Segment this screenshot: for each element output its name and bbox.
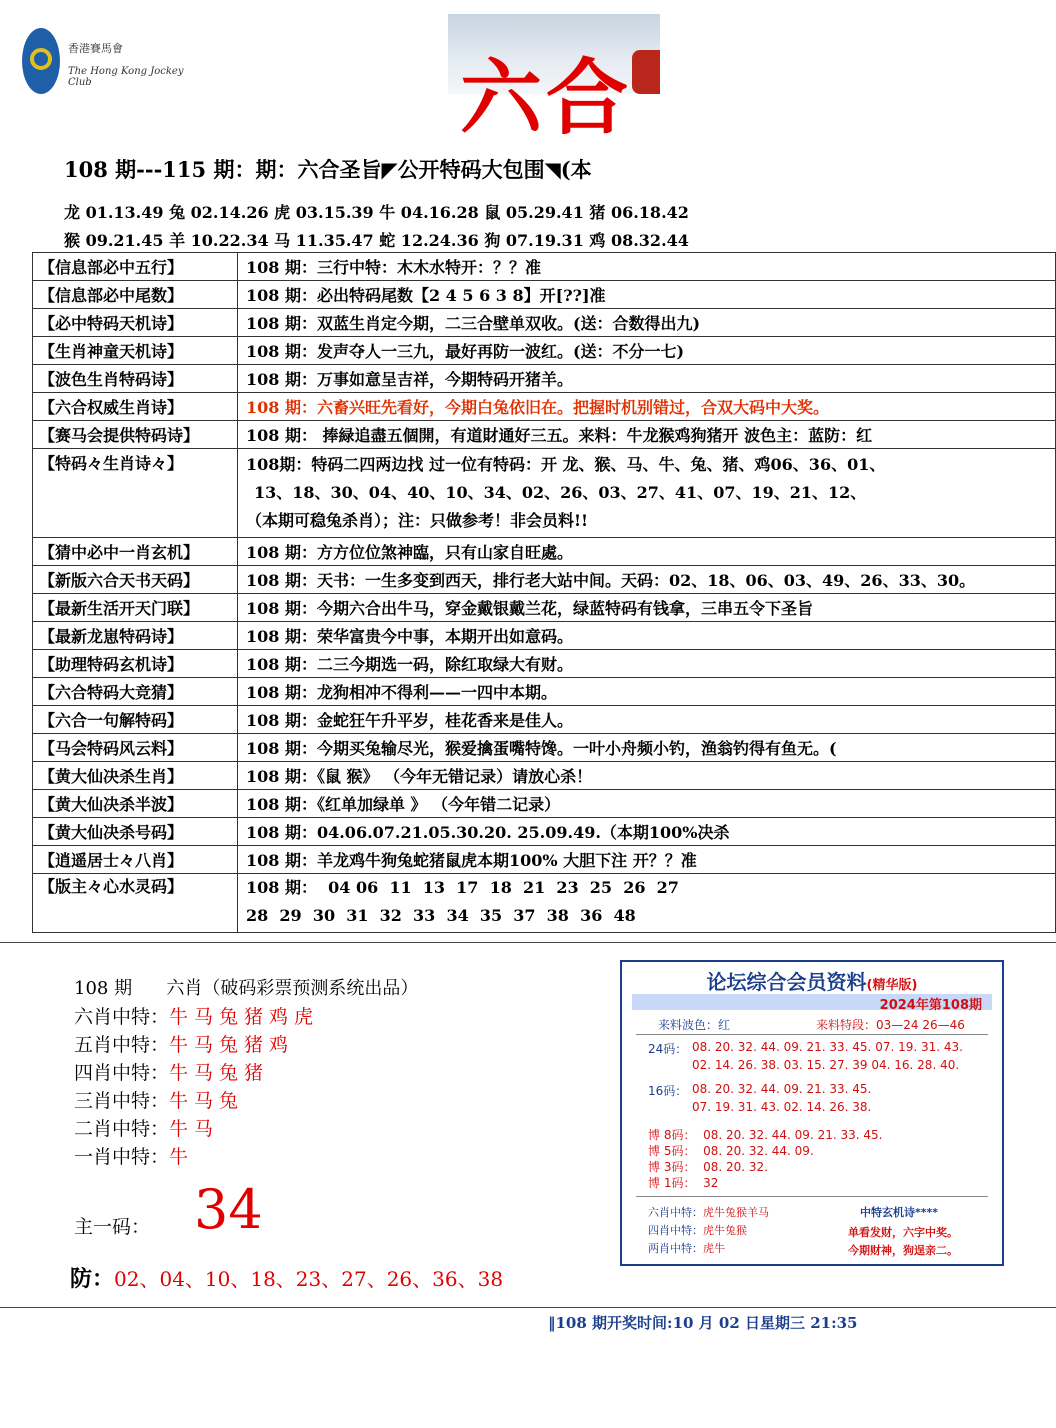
logo-en-text: The Hong Kong Jockey Club [68,66,184,88]
liuhe-banner [448,14,660,154]
six-xiao-label: 五肖中特： [74,1034,170,1056]
row-label: 【六合权威生肖诗】 [33,393,238,421]
table-row [33,393,1056,421]
row-label: 【必中特码天机诗】 [33,309,238,337]
six-xiao-label: 二肖中特： [74,1118,170,1140]
card-b5: 博 5码： 08. 20. 32. 44. 09. [648,1144,814,1158]
six-xiao-value: 牛马 [169,1118,220,1140]
six-xiao-value: 牛马兔猪鸡虎 [169,1006,320,1028]
six-xiao-label: 一肖中特： [74,1146,170,1168]
card-b8: 博 8码： 08. 20. 32. 44. 09. 21. 33. 45. [648,1128,883,1142]
table-row [33,309,1056,337]
six-xiao-value: 牛马兔猪 [169,1062,270,1084]
page-headline: 108 期---115 期：期：六合圣旨◤公开特码大包围◥(本 [64,157,592,182]
row-content-highlight: 108 期：六畜兴旺先看好，今期白兔依旧在。把握时机别错过，合双大码中大奖。 [238,393,1056,421]
fang-line [70,1262,503,1293]
card-four-label: 四肖中特： [648,1224,703,1237]
row-content: 108 期：羊龙鸡牛狗兔蛇猪鼠虎本期100% 大胆下注 开？？准 [238,846,1056,874]
table-row [33,762,1056,790]
row-content: 108 期：今期六合出牛马，穿金戴银戴兰花，绿蓝特码有钱拿，三串五令下圣旨 [238,594,1056,622]
main-number-label: 主一码： [74,1216,151,1238]
row-content: 108 期：龙狗相冲不得利——一四中本期。 [238,678,1056,706]
banner-title: 六合 [460,51,633,146]
row-content: 108 期：发声夺人一三九，最好再防一波红。(送：不分一七) [238,337,1056,365]
card-four [648,1222,747,1238]
card-wave: 来料波色：红 [658,1018,731,1032]
table-row [33,253,1056,281]
six-xiao-value: 牛马兔 [169,1090,245,1112]
table-row [33,281,1056,309]
special-line-2: 13、18、30、04、40、10、34、02、26、03、27、41、07、19、21、12、 [254,483,867,502]
row-label: 【波色生肖特码诗】 [33,365,238,393]
card-poem-1: 单看发财，六字中奖。 [848,1226,958,1239]
row-content: 108 期： 捧緑追盡五個開，有道財通好三五。来料：牛龙猴鸡狗猪开 波色主：蓝防：红 [238,421,1056,449]
row-label: 【版主々心水灵码】 [33,874,238,933]
fang-value: 02、04、10、18、23、27、26、36、38 [114,1267,504,1291]
card-title [622,966,1002,995]
table-row [33,650,1056,678]
table-row [33,594,1056,622]
six-xiao-row [74,1086,244,1113]
water-line-1: 108 期： 04 06 11 13 17 18 21 23 25 26 27 [246,878,679,897]
row-label: 【黄大仙决杀号码】 [33,818,238,846]
row-label: 【新版六合天书天码】 [33,566,238,594]
row-content: 108 期：三行中特：木木水特开：？？准 [238,253,1056,281]
row-content: 108 期：《红单加绿单 》 （今年错二记录） [238,790,1056,818]
row-label: 【生肖神童天机诗】 [33,337,238,365]
table-row [33,337,1056,365]
table-row [33,622,1056,650]
row-content: 108 期：今期买兔输尽光，猴爱擒蛋嘴特馋。一叶小舟频小钓，渔翁钓得有鱼无。( [238,734,1056,762]
card-16-label: 16码： [648,1084,688,1098]
row-label: 【信息部必中尾数】 [33,281,238,309]
row-content: 108 期：万事如意呈吉祥，今期特码开猪羊。 [238,365,1056,393]
table-row [33,790,1056,818]
row-content: 108 期：双蓝生肖定今期，二三合壁单双收。(送：合数得出九) [238,309,1056,337]
card-six-label: 六肖中特： [648,1206,703,1219]
card-b1: 博 1码： 32 [648,1176,719,1190]
card-two [648,1240,725,1256]
card-poem-2: 今期财神，狗逞亲二。 [848,1244,958,1257]
row-label: 【黄大仙决杀半波】 [33,790,238,818]
six-xiao-label: 六肖中特： [74,1006,170,1028]
row-label: 【最新生活开天门联】 [33,594,238,622]
row-label: 【助理特码玄机诗】 [33,650,238,678]
row-label: 【赛马会提供特码诗】 [33,421,238,449]
six-xiao-row [74,1114,219,1141]
table-row [33,874,1056,933]
table-row [33,846,1056,874]
table-row [33,566,1056,594]
card-special-range: 来料特段：03—24 26—46 [816,1018,965,1032]
special-line-3: （本期可稳兔杀肖）；注：只做参考！非会员料!! [246,511,589,530]
row-content: 108 期：方方位位煞神臨，只有山家自旺處。 [238,538,1056,566]
row-label: 【六合一句解特码】 [33,706,238,734]
banner-photo-icon [632,50,660,94]
info-table [32,252,1056,933]
table-row [33,818,1056,846]
row-label: 【六合特码大竞猜】 [33,678,238,706]
logo-cn-text: 香港賽馬會 [68,42,123,55]
zodiac-line-1: 龙 01.13.49 兔 02.14.26 虎 03.15.39 牛 04.16.28 鼠 05.29.41 猪 06.18.42 [64,203,689,222]
row-content: 108 期：必出特码尾数【2 4 5 6 3 8】开[??]准 [238,281,1056,309]
six-xiao-value: 牛马兔猪鸡 [169,1034,295,1056]
row-content [238,874,1056,933]
table-row [33,678,1056,706]
six-xiao-row [74,1142,194,1169]
card-two-label: 两肖中特： [648,1242,703,1255]
card-24-line-2: 02. 14. 26. 38. 03. 15. 27. 39 04. 16. 28. 40. [692,1058,960,1072]
row-label: 【最新龙崽特码诗】 [33,622,238,650]
card-edition: (精华版) [866,978,918,993]
table-row [33,421,1056,449]
card-16-line-2: 07. 19. 31. 43. 02. 14. 26. 38. [692,1100,872,1114]
row-label: 【特码々生肖诗々】 [33,449,238,538]
card-b3: 博 3码： 08. 20. 32. [648,1160,768,1174]
card-six [648,1204,769,1220]
row-content [238,449,1056,538]
six-xiao-row [74,1002,319,1029]
row-label: 【黄大仙决杀生肖】 [33,762,238,790]
row-label: 【信息部必中五行】 [33,253,238,281]
fang-label: 防： [70,1266,115,1292]
table-row [33,734,1056,762]
six-xiao-value: 牛 [169,1146,195,1168]
zodiac-line-2: 猴 09.21.45 羊 10.22.34 马 11.35.47 蛇 12.24.36 狗 07.19.31 鸡 08.32.44 [64,231,689,250]
water-line-2: 28 29 30 31 32 33 34 35 37 38 36 48 [246,906,636,925]
table-row [33,449,1056,538]
row-content: 108 期：04.06.07.21.05.30.20. 25.09.49.（本期100%决杀 [238,818,1056,846]
row-content: 108 期：《鼠 猴》 （今年无错记录）请放心杀！ [238,762,1056,790]
card-24-line-1: 08. 20. 32. 44. 09. 21. 33. 45. 07. 19. 31. 43. [692,1040,963,1054]
card-24-label: 24码： [648,1042,688,1056]
row-content: 108 期：金蛇狂午升平岁，桂花香来是佳人。 [238,706,1056,734]
six-xiao-label: 四肖中特： [74,1062,170,1084]
member-info-card [620,960,1004,1266]
table-row [33,538,1056,566]
row-content: 108 期：二三今期选一码，除红取绿大有财。 [238,650,1056,678]
row-label: 【猜中必中一肖玄机】 [33,538,238,566]
row-label: 【马会特码风云料】 [33,734,238,762]
main-number: 34 [194,1178,263,1241]
card-16-line-1: 08. 20. 32. 44. 09. 21. 33. 45. [692,1082,872,1096]
six-xiao-row [74,1030,294,1057]
jockey-club-logo [22,24,202,104]
card-six-value: 虎牛兔猴羊马 [703,1206,769,1219]
card-four-value: 虎牛兔猴 [703,1224,747,1237]
card-title-text: 论坛综合会员资料 [706,970,867,994]
logo-emblem-icon [22,28,60,94]
card-period: 2024年第108期 [879,998,982,1013]
table-row [33,365,1056,393]
six-xiao-title: 108 期 六肖（破码彩票预测系统出品） [74,978,419,999]
row-content: 108 期：天书：一生多变到西天，排行老大站中间。天码：02、18、06、03、49、26、33、30。 [238,566,1056,594]
card-poem-title: 中特玄机诗**** [860,1206,939,1219]
row-content: 108 期：荣华富贵今中事，本期开出如意码。 [238,622,1056,650]
six-xiao-label: 三肖中特： [74,1090,170,1112]
card-two-value: 虎牛 [703,1242,725,1255]
draw-time-footer: ‖108 期开奖时间:10 月 02 日星期三 21:35 [548,1314,858,1332]
table-row [33,706,1056,734]
six-xiao-row [74,1058,269,1085]
row-label: 【逍遥居士々八肖】 [33,846,238,874]
special-line-1: 108期：特码二四两边找 过一位有特码：开 龙、猴、马、牛、兔、猪、鸡06、36、01、 [246,455,886,474]
